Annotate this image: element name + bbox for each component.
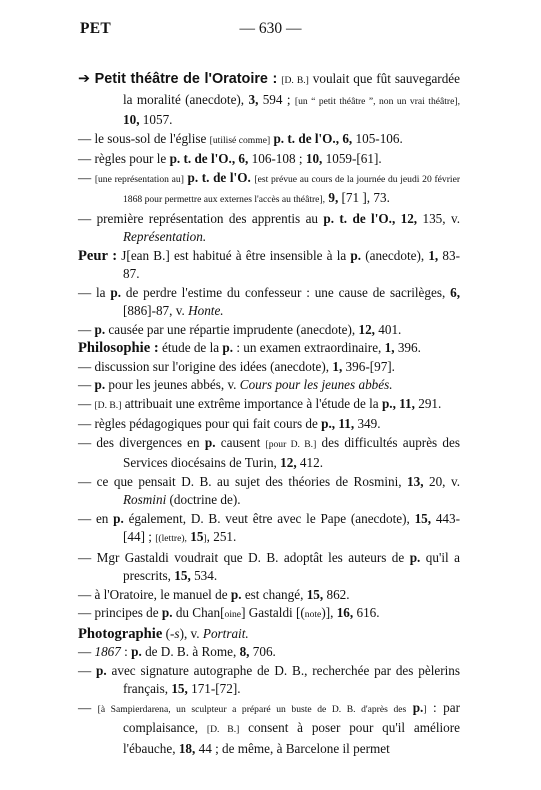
entry-text-segment: (anecdote), bbox=[361, 247, 429, 263]
entry-text-segment: 396. bbox=[394, 340, 421, 355]
entry-text-segment: p. bbox=[94, 377, 106, 392]
entry-text-segment: note bbox=[304, 609, 322, 620]
entry-text-segment: 3, bbox=[248, 91, 259, 107]
index-entry bbox=[78, 376, 460, 395]
entry-text-segment: — première représentation des apprentis au bbox=[78, 210, 324, 226]
entry-text-segment: — discussion sur l'origine des idées (anecdote), bbox=[78, 358, 333, 374]
entry-text-segment: 1057. bbox=[139, 112, 173, 127]
index-entry bbox=[78, 284, 460, 321]
entry-text-segment: p. bbox=[222, 340, 234, 355]
index-entry bbox=[78, 643, 460, 662]
entry-text-segment: : bbox=[120, 644, 132, 659]
entry-text-segment: 9, bbox=[328, 190, 339, 205]
entry-text-segment: consent à poser pour qu'il améliore l'ébauche, bbox=[123, 720, 460, 756]
entry-text-segment: p. t. de l'O., 12, bbox=[323, 210, 418, 226]
entry-text-segment: 15, bbox=[174, 568, 191, 583]
entry-text-segment: ➔ Petit théâtre de l'Oratoire : bbox=[78, 71, 278, 87]
entry-text-segment: ] bbox=[203, 533, 207, 544]
entry-text-segment: : par complaisance, bbox=[123, 699, 460, 735]
entry-text-segment: — bbox=[78, 395, 95, 411]
index-entry bbox=[78, 247, 460, 284]
entry-text-segment: de D. B. à Rome, bbox=[141, 644, 240, 659]
entry-text-segment: — bbox=[78, 321, 95, 337]
entry-text-segment: [utilisé comme] bbox=[209, 134, 271, 146]
entry-text-segment: 171-[72]. bbox=[187, 681, 241, 696]
entry-text-segment: oine bbox=[224, 609, 242, 620]
entry-text-segment: 12, bbox=[280, 455, 297, 470]
entry-text-segment: 412. bbox=[296, 455, 323, 470]
entry-text-segment: [un “ petit théâtre ”, non un vrai théâtre], bbox=[294, 95, 460, 107]
entry-text-segment: Cours pour les jeunes abbés. bbox=[239, 377, 393, 392]
entry-text-segment: p. bbox=[94, 321, 106, 337]
running-head: PET bbox=[80, 20, 112, 37]
entry-text-segment: 1, bbox=[384, 340, 395, 355]
page-header bbox=[0, 20, 541, 42]
entry-text-segment: Philosophie : bbox=[78, 340, 159, 356]
entry-text-segment: Photographie bbox=[78, 625, 163, 642]
entry-text-segment: 396-[97]. bbox=[342, 358, 395, 374]
entry-text-segment: 44 ; de même, à Barcelone il permet bbox=[195, 740, 390, 756]
index-entry bbox=[78, 339, 460, 358]
entry-text-segment: [une représentation au] bbox=[94, 173, 184, 185]
index-entry bbox=[78, 434, 460, 473]
entry-text-segment: — en bbox=[78, 510, 114, 526]
entry-text-segment: p. t. de l'O., 6, bbox=[169, 151, 249, 166]
entry-text-segment: [à Sampierdarena, un sculpteur a préparé un buste de D. B. d'après des bbox=[97, 703, 407, 715]
entry-text-segment: [D. B.] bbox=[206, 724, 240, 735]
index-entry bbox=[78, 210, 460, 247]
index-entry bbox=[78, 70, 460, 130]
entry-text-segment: étude de la bbox=[158, 340, 223, 355]
entry-text-segment: 1867 bbox=[94, 644, 121, 659]
entry-text-segment: 12, bbox=[358, 321, 375, 337]
index-entry bbox=[78, 662, 460, 699]
entry-text-segment: ), v. bbox=[179, 625, 203, 641]
entry-text-segment: 16, bbox=[336, 605, 354, 620]
entry-text-segment: , 251. bbox=[206, 529, 237, 544]
entry-text-segment: — bbox=[78, 699, 98, 715]
entry-text-segment: causée par une répartie imprudente (anecdote), bbox=[105, 321, 359, 337]
entry-text-segment: 862. bbox=[323, 586, 350, 602]
entry-text-segment: p. t. de l'O. bbox=[187, 169, 251, 185]
entry-text-segment: J[ean B.] est habitué à être insensible à la bbox=[117, 247, 351, 263]
entry-text-segment: p., 11, bbox=[381, 395, 415, 411]
index-entry bbox=[78, 150, 460, 169]
entry-text-segment: : un examen extraordinaire, bbox=[233, 340, 385, 355]
index-entry bbox=[78, 699, 460, 759]
entry-text-segment: — bbox=[78, 662, 97, 678]
entry-text-segment: p. bbox=[110, 284, 122, 300]
entry-text-segment: — à l'Oratoire, le manuel de bbox=[78, 586, 231, 602]
index-entry bbox=[78, 549, 460, 586]
entry-text-segment: — le sous-sol de l'église bbox=[78, 130, 210, 146]
index-entry bbox=[78, 625, 460, 644]
index-entry bbox=[78, 130, 460, 151]
index-entry bbox=[78, 473, 460, 510]
entry-text-segment: [886]-87, v. bbox=[123, 303, 189, 318]
entry-text-segment: 13, bbox=[407, 473, 424, 489]
entry-text-segment: 594 ; bbox=[258, 91, 295, 107]
entry-text-segment: Représentation. bbox=[123, 229, 207, 244]
entry-text-segment: 106-108 ; bbox=[248, 151, 306, 166]
entry-text-segment: est changé, bbox=[241, 586, 307, 602]
index-entry bbox=[78, 358, 460, 377]
index-entry bbox=[78, 604, 460, 625]
entry-text-segment: 291. bbox=[414, 395, 442, 411]
entry-text-segment: [pour D. B.] bbox=[265, 438, 317, 450]
entry-text-segment: du Chan[ bbox=[172, 605, 225, 620]
entry-text-segment: 10, bbox=[123, 112, 140, 127]
entry-text-segment: 1, bbox=[428, 247, 439, 263]
entry-text-segment: — principes de bbox=[78, 605, 162, 620]
entry-text-segment: des difficultés auprès des Services diocésains de Turin, bbox=[123, 434, 460, 470]
entry-text-segment: p. bbox=[131, 644, 142, 659]
entry-text-segment: 15, bbox=[171, 681, 188, 696]
entry-text-segment: [(lettre), bbox=[155, 533, 187, 544]
index-entry bbox=[78, 395, 460, 416]
entry-text-segment: voulait que fût sauvegardée la moralité (anecdote), bbox=[123, 71, 461, 107]
index-entry bbox=[78, 169, 460, 210]
entry-text-segment: 105-106. bbox=[352, 130, 403, 146]
entry-text-segment: Rosmini bbox=[123, 492, 167, 507]
entry-text-segment: ] Gastaldi [( bbox=[241, 605, 305, 620]
entry-text-segment: 15, bbox=[306, 586, 324, 602]
entry-text-segment: 10, bbox=[305, 151, 323, 166]
entry-text-segment: ( bbox=[162, 625, 171, 641]
entry-text-segment: — la bbox=[78, 284, 111, 300]
entry-text-segment: — des divergences en bbox=[78, 434, 205, 450]
entry-text-segment: attribuait une extrême importance à l'étude de la bbox=[121, 395, 382, 411]
entry-text-segment: -s bbox=[170, 625, 180, 641]
entry-text-segment: — bbox=[78, 169, 95, 185]
entry-text-segment: p. bbox=[204, 434, 216, 450]
entry-text-segment: — bbox=[78, 644, 95, 659]
index-entry bbox=[78, 586, 460, 605]
entry-text-segment: 8, bbox=[239, 644, 250, 659]
entry-text-segment: [D. B.] bbox=[281, 75, 309, 86]
index-entries bbox=[78, 70, 460, 758]
entry-text-segment: 443-[44] ; bbox=[123, 510, 460, 544]
entry-text-segment: pour les jeunes abbés, v. bbox=[105, 377, 240, 392]
entry-text-segment: 1, bbox=[332, 358, 343, 374]
entry-text-segment: p. bbox=[412, 699, 424, 715]
entry-text-segment: p. bbox=[409, 549, 421, 565]
entry-text-segment: [71 ], 73. bbox=[338, 190, 390, 205]
entry-text-segment: qu'il a prescrits, bbox=[123, 549, 460, 583]
entry-text-segment: 15 bbox=[190, 529, 204, 544]
entry-text-segment: 135, v. bbox=[417, 210, 460, 226]
entry-text-segment: 6, bbox=[450, 284, 460, 300]
entry-text-segment: Peur : bbox=[78, 247, 118, 264]
entry-text-segment: 349. bbox=[354, 416, 381, 431]
entry-text-segment: p. t. de l'O., 6, bbox=[273, 130, 353, 146]
entry-text-segment: — règles pédagogiques pour qui fait cours de bbox=[78, 416, 322, 431]
entry-text-segment: de perdre l'estime du confesseur : une cause de sacrilèges, bbox=[121, 284, 451, 300]
entry-text-segment: 83-87. bbox=[123, 247, 460, 281]
entry-text-segment: — bbox=[78, 377, 95, 392]
entry-text-segment: 534. bbox=[190, 568, 218, 583]
entry-text-segment: également, D. B. veut être avec le Pape (anecdote), bbox=[123, 510, 415, 526]
entry-text-segment: 15, bbox=[414, 510, 432, 526]
entry-text-segment: [est prévue au cours de la journée du jeudi 20 février 1868 pour permettre aux externes l'accès au théâtre], bbox=[123, 173, 461, 205]
entry-text-segment: p. bbox=[350, 247, 362, 263]
entry-text-segment: 1059-[61]. bbox=[322, 151, 382, 166]
entry-text-segment: — ce que pensait D. B. au sujet des théories de Rosmini, bbox=[78, 473, 408, 489]
entry-text-segment: p. bbox=[161, 605, 173, 620]
page-number: — 630 — bbox=[239, 20, 302, 37]
entry-text-segment: 706. bbox=[249, 644, 276, 659]
entry-text-segment: [D. B.] bbox=[94, 399, 122, 411]
entry-text-segment: p. bbox=[113, 510, 124, 526]
index-entry bbox=[78, 321, 460, 340]
entry-text-segment: avec signature autographe de D. B., recherchée par des pèlerins français, bbox=[106, 662, 460, 696]
entry-text-segment: (doctrine de). bbox=[166, 492, 241, 507]
entry-text-segment: 401. bbox=[374, 321, 402, 337]
entry-text-segment: — règles pour le bbox=[78, 151, 170, 166]
entry-text-segment: )], bbox=[321, 605, 337, 620]
entry-text-segment: Portrait. bbox=[202, 625, 249, 641]
entry-text-segment: — Mgr Gastaldi voudrait que D. B. adoptât les auteurs de bbox=[78, 549, 410, 565]
entry-text-segment: 18, bbox=[178, 740, 196, 756]
entry-text-segment: 20, v. bbox=[423, 473, 460, 489]
entry-text-segment: ] bbox=[423, 703, 427, 715]
index-entry bbox=[78, 415, 460, 434]
entry-text-segment: p. bbox=[230, 586, 242, 602]
entry-text-segment: p., 11, bbox=[321, 416, 355, 431]
index-entry bbox=[78, 510, 460, 549]
entry-text-segment: Honte. bbox=[188, 303, 224, 318]
entry-text-segment: causent bbox=[215, 434, 266, 450]
entry-text-segment: 616. bbox=[353, 605, 380, 620]
entry-text-segment: p. bbox=[96, 662, 107, 678]
